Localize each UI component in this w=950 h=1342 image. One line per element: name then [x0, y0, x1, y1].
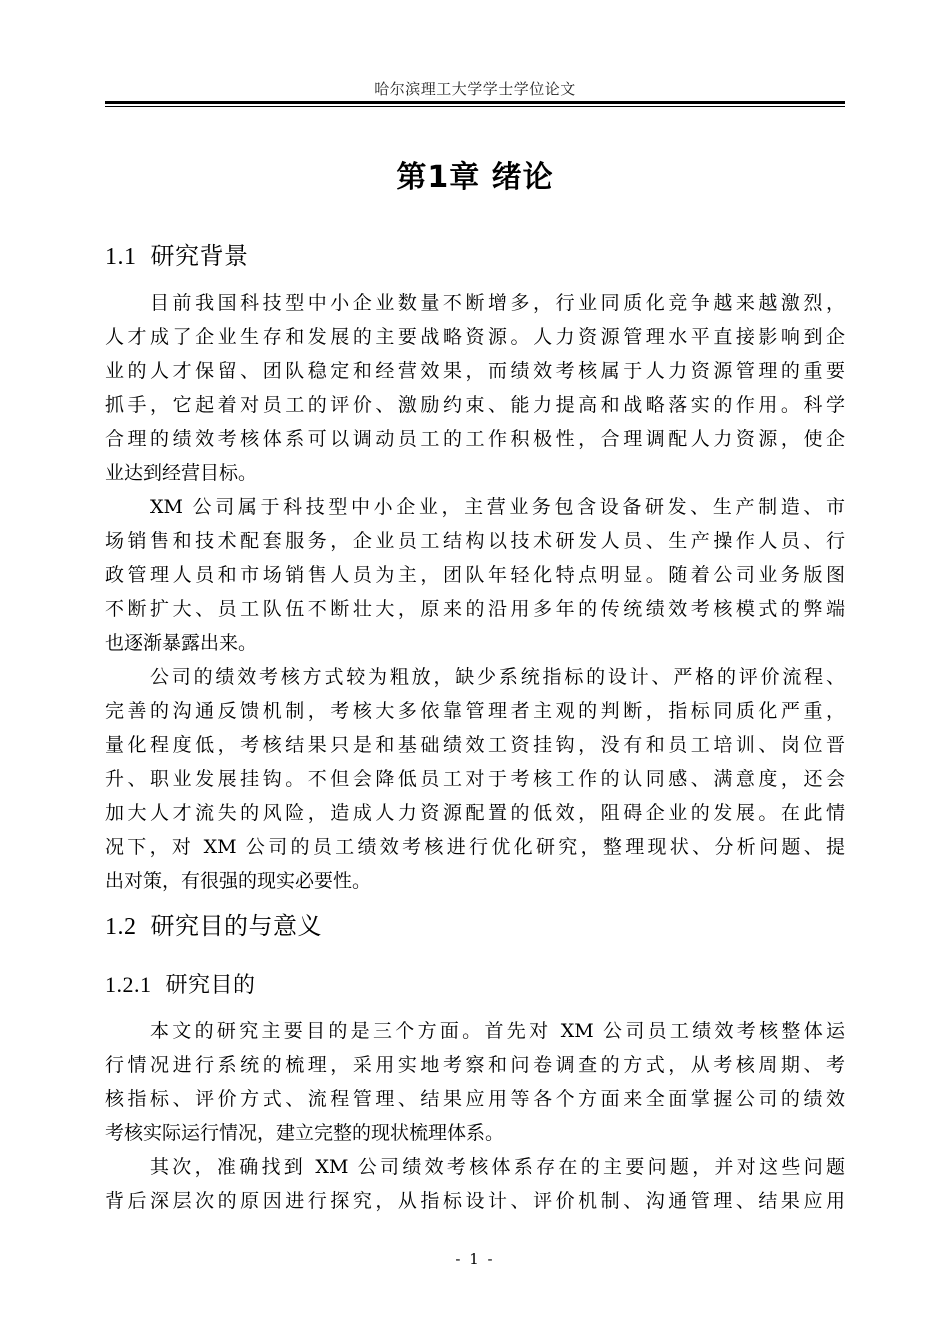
paragraph-line: 人才成了企业生存和发展的主要战略资源。人力资源管理水平直接影响到企: [105, 326, 845, 348]
paragraph-line: 量化程度低，考核结果只是和基础绩效工资挂钩，没有和员工培训、岗位晋: [105, 734, 845, 756]
paragraph-line: 况下，对 XM 公司的员工绩效考核进行优化研究，整理现状、分析问题、提: [105, 836, 845, 858]
header-rule-thin: [105, 106, 845, 107]
section-title: 研究背景: [150, 242, 249, 270]
section-number: 1.2.1: [105, 972, 152, 997]
paragraph-line: 抓手，它起着对员工的评价、激励约束、能力提高和战略落实的作用。科学: [105, 394, 845, 416]
paragraph-line: 考核实际运行情况，建立完整的现状梳理体系。: [105, 1122, 505, 1144]
section-heading-1-1: [105, 236, 249, 271]
section-number: 1.1: [105, 244, 137, 270]
paragraph-line: XM 公司属于科技型中小企业，主营业务包含设备研发、生产制造、市: [150, 496, 845, 518]
paragraph-line: 目前我国科技型中小企业数量不断增多，行业同质化竞争越来越激烈，: [150, 292, 845, 314]
section-heading-1-2-1: [105, 968, 256, 999]
paragraph-line: 本文的研究主要目的是三个方面。首先对 XM 公司员工绩效考核整体运: [150, 1020, 845, 1042]
running-header: 哈尔滨理工大学学士学位论文: [374, 80, 576, 98]
paragraph-line: 其次，准确找到 XM 公司绩效考核体系存在的主要问题，并对这些问题: [150, 1156, 845, 1178]
paragraph-line: 背后深层次的原因进行探究，从指标设计、评价机制、沟通管理、结果应用: [105, 1190, 845, 1212]
section-heading-1-2: [105, 906, 322, 941]
paragraph-line: 业达到经营目标。: [105, 462, 258, 484]
paragraph-line: 不断扩大、员工队伍不断壮大，原来的沿用多年的传统绩效考核模式的弊端: [105, 598, 845, 620]
paragraph-line: 合理的绩效考核体系可以调动员工的工作积极性，合理调配人力资源，使企: [105, 428, 845, 450]
paragraph-line: 场销售和技术配套服务，企业员工结构以技术研发人员、生产操作人员、行: [105, 530, 845, 552]
paragraph-line: 加大人才流失的风险，造成人力资源配置的低效，阻碍企业的发展。在此情: [105, 802, 845, 824]
paragraph-line: 完善的沟通反馈机制，考核大多依靠管理者主观的判断，指标同质化严重，: [105, 700, 845, 722]
paragraph-line: 出对策，有很强的现实必要性。: [105, 870, 372, 892]
paragraph-line: 核指标、评价方式、流程管理、结果应用等各个方面来全面掌握公司的绩效: [105, 1088, 845, 1110]
section-number: 1.2: [105, 914, 137, 940]
paragraph-line: 公司的绩效考核方式较为粗放，缺少系统指标的设计、严格的评价流程、: [150, 666, 845, 688]
chapter-title: 第1章 绪论: [396, 160, 554, 195]
paragraph-line: 政管理人员和市场销售人员为主，团队年轻化特点明显。随着公司业务版图: [105, 564, 845, 586]
header-rule-thick: [105, 101, 845, 104]
section-title: 研究目的与意义: [150, 912, 322, 940]
paragraph-line: 业的人才保留、团队稳定和经营效果，而绩效考核属于人力资源管理的重要: [105, 360, 845, 382]
paragraph-line: 行情况进行系统的梳理，采用实地考察和问卷调查的方式，从考核周期、考: [105, 1054, 845, 1076]
paragraph-line: 升、职业发展挂钩。不但会降低员工对于考核工作的认同感、满意度，还会: [105, 768, 845, 790]
paragraph-line: 也逐渐暴露出来。: [105, 632, 258, 654]
page-number: - 1 -: [455, 1250, 495, 1268]
section-title: 研究目的: [165, 973, 256, 998]
